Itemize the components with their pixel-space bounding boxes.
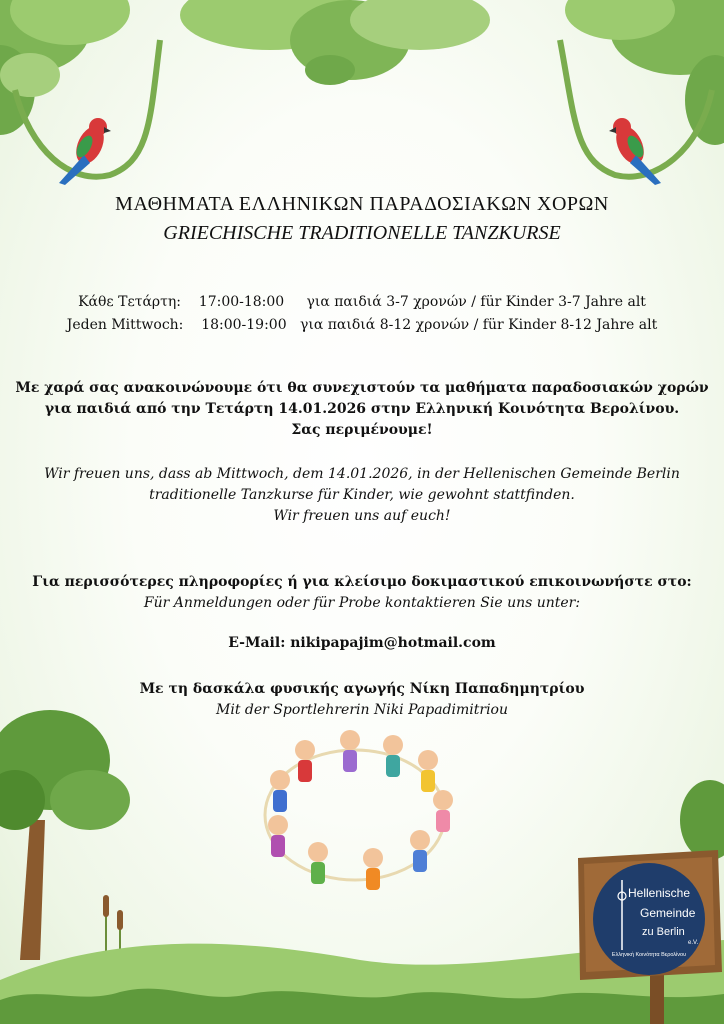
logo-line1: Hellenische	[628, 886, 691, 900]
announcement-greek-line2: για παιδιά από την Τετάρτη 14.01.2026 στην Ελληνική Κοινότητα Βερολίνου.	[44, 401, 680, 417]
announcement-greek-line3: Σας περιμένουμε!	[291, 422, 433, 438]
bottom-left-tree	[0, 710, 130, 960]
title-greek: ΜΑΘΗΜΑΤΑ ΕΛΛΗΝΙΚΩΝ ΠΑΡΑΔΟΣΙΑΚΩΝ ΧΟΡΩΝ	[115, 193, 609, 215]
contact-email[interactable]: E-Mail: nikipapajim@hotmail.com	[228, 635, 496, 651]
announcement-greek-line1: Με χαρά σας ανακοινώνουμε ότι θα συνεχιστούν τα μαθήματα παραδοσιακών χορών	[15, 380, 709, 396]
logo-subtitle: Ελληνική Κοινότητα Βερολίνου	[611, 952, 687, 958]
teacher-german: Mit der Sportlehrerin Niki Papadimitriou	[216, 702, 508, 718]
top-center-foliage	[180, 0, 490, 85]
teacher-greek: Με τη δασκάλα φυσικής αγωγής Νίκη Παπαδημητρίου	[139, 681, 585, 697]
bottom-right-tree	[680, 780, 724, 860]
children-dancing-illustration	[265, 730, 453, 890]
logo-line2: Gemeinde	[640, 906, 696, 920]
announcement-german-line3: Wir freuen uns auf euch!	[273, 508, 451, 524]
logo-suffix: e.V.	[688, 940, 699, 946]
announcement-german-line1: Wir freuen uns, dass ab Mittwoch, dem 14.01.2026, in der Hellenischen Gemeinde Berlin	[44, 466, 680, 482]
announcement-german-line2: traditionelle Tanzkurse für Kinder, wie gewohnt stattfinden.	[149, 487, 575, 503]
top-left-foliage	[0, 0, 130, 135]
title-german: GRIECHISCHE TRADITIONELLE TANZKURSE	[163, 222, 561, 244]
logo-line3: zu Berlin	[642, 926, 685, 938]
contact-greek: Για περισσότερες πληροφορίες ή για κλείσιμο δοκιμαστικού επικοινωνήστε στο:	[32, 574, 692, 590]
schedule-line-wednesday-german: Jeden Mittwoch: 18:00-19:00 για παιδιά 8-12 χρονών / für Kinder 8-12 Jahre alt	[66, 317, 658, 333]
schedule-line-wednesday-greek: Κάθε Τετάρτη: 17:00-18:00 για παιδιά 3-7 χρονών / für Kinder 3-7 Jahre alt	[78, 294, 646, 310]
logo-badge	[592, 862, 706, 976]
contact-german: Für Anmeldungen oder für Probe kontaktieren Sie uns unter:	[143, 595, 581, 611]
